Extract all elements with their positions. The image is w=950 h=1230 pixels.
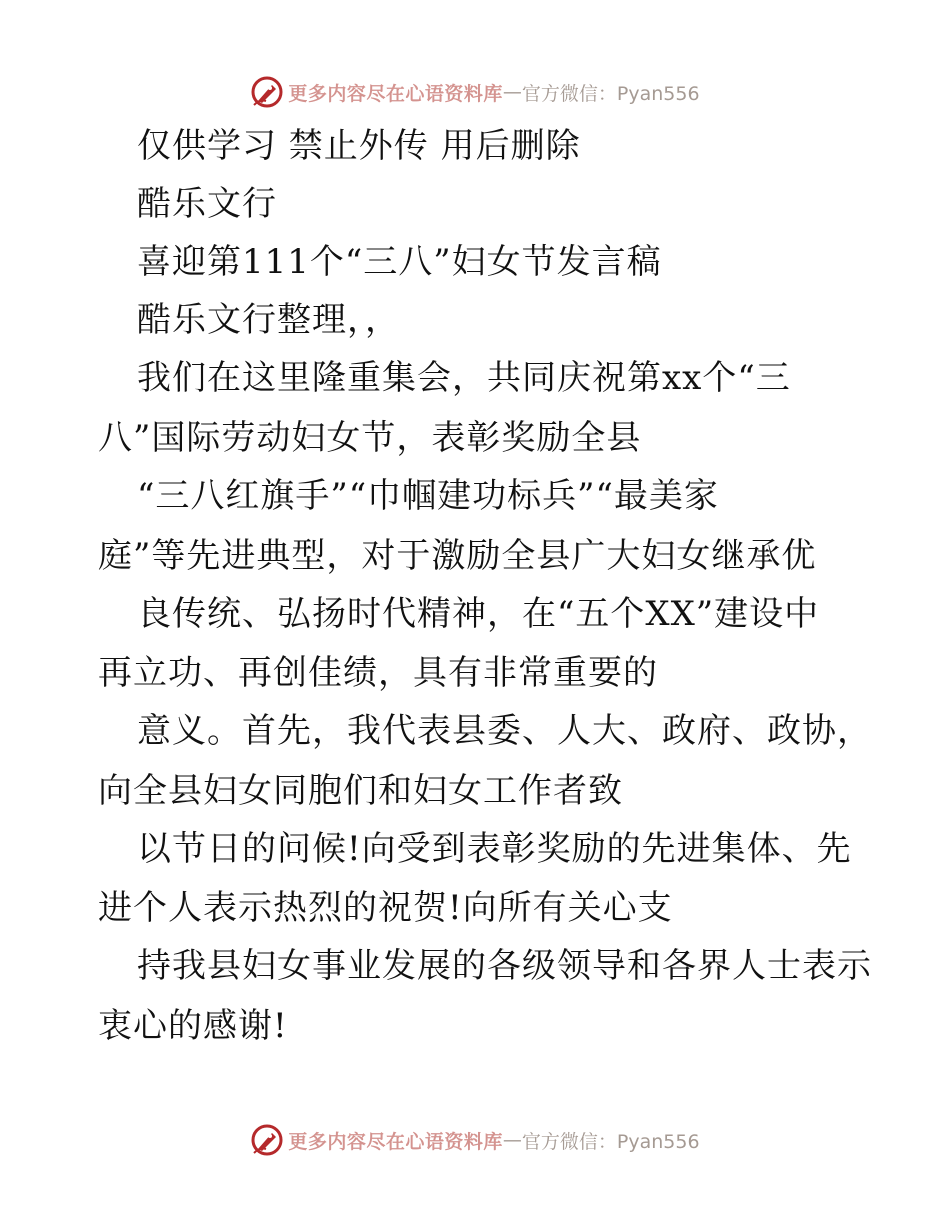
doc-paragraph-line: 衷心的感谢! — [98, 1006, 288, 1046]
banner-brand-text: 更多内容尽在心语资料库 — [288, 1130, 503, 1153]
banner-wechat-text: 官方微信：Pyan556 — [521, 82, 700, 105]
doc-paragraph-line: 八”国际劳动妇女节，表彰奖励全县 — [98, 418, 642, 458]
doc-paragraph-line: “三八红旗手”“巾帼建功标兵”“最美家 — [137, 476, 719, 516]
doc-paragraph-line: 庭”等先进典型，对于激励全县广大妇女继承优 — [98, 536, 817, 576]
doc-paragraph-line: 意义。首先，我代表县委、人大、政府、政协， — [137, 711, 872, 751]
doc-paragraph-line: 良传统、弘扬时代精神，在“五个XX”建设中 — [137, 594, 820, 634]
footer-banner — [0, 1120, 950, 1160]
doc-paragraph-line: 以节日的问候!向受到表彰奖励的先进集体、先 — [137, 829, 852, 869]
banner-separator: — — [502, 1129, 522, 1151]
doc-paragraph-line: 再立功、再创佳绩，具有非常重要的 — [98, 653, 658, 693]
pen-nib-logo-icon — [250, 1123, 284, 1157]
banner-brand-text: 更多内容尽在心语资料库 — [288, 82, 503, 105]
doc-paragraph-line: 进个人表示热烈的祝贺!向所有关心支 — [98, 888, 673, 928]
banner-separator: — — [502, 81, 522, 103]
doc-paragraph-line: 我们在这里隆重集会，共同庆祝第xx个“三 — [137, 358, 791, 398]
doc-paragraph-line: 向全县妇女同胞们和妇女工作者致 — [98, 771, 623, 811]
doc-line-notice: 仅供学习 禁止外传 用后删除 — [137, 126, 581, 166]
doc-title: 喜迎第111个“三八”妇女节发言稿 — [137, 242, 662, 282]
doc-line-compiler: 酷乐文行整理，， — [137, 300, 400, 340]
doc-line-author: 酷乐文行 — [137, 184, 277, 224]
banner-wechat-text: 官方微信：Pyan556 — [521, 1130, 700, 1153]
doc-paragraph-line: 持我县妇女事业发展的各级领导和各界人士表示 — [137, 946, 872, 986]
